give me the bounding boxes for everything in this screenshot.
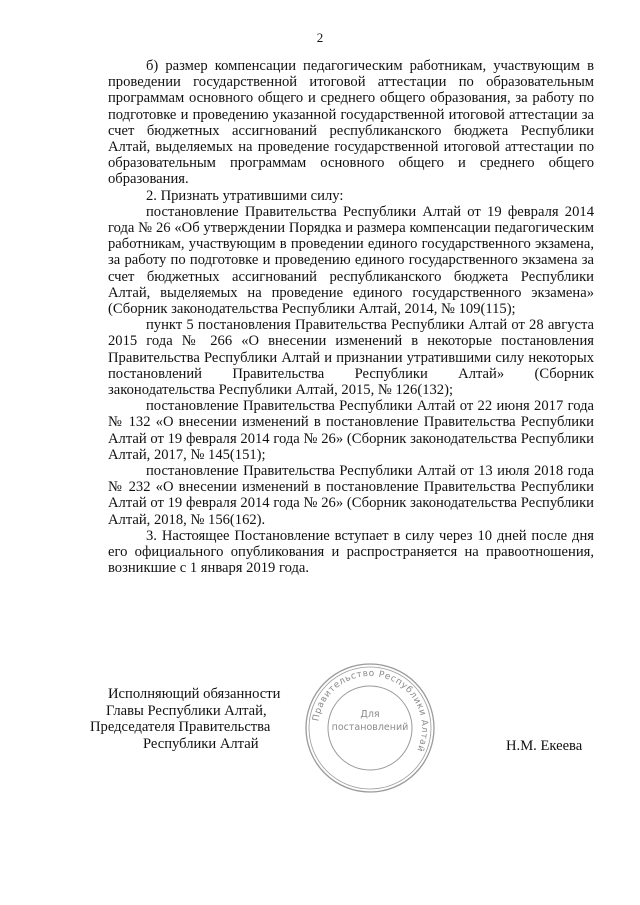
paragraph-repeal-item-2: пункт 5 постановления Правительства Республики Алтай от 28 августа 2015 года № 266 «О внесении изменений в некоторые постановления Правительства Республики Алтай и признании утратившими силу некоторых постановлений Правительства Республики Алтай» (Сборник законодательства Республики Алтай, 2015, № 126(132); xyxy=(108,317,594,399)
signer-name: Н.М. Екеева xyxy=(506,738,583,754)
paragraph-repeal-item-1: постановление Правительства Республики Алтай от 19 февраля 2014 года № 26 «Об утверждении Порядка и размера компенсации педагогическим работникам, участвующим в проведении единого государственного экзамена, за работу по подготовке и проведению единого государственного экзамена за счет бюджетных ассигнований республиканского бюджета Республики Алтай, выделяемых на проведение единого государственного экзамена» (Сборник законодательства Республики Алтай, 2014, № 109(115); xyxy=(108,203,594,318)
signatory-title-line: Председателя Правительства xyxy=(90,719,271,736)
signatory-title-line: Главы Республики Алтай, xyxy=(106,702,267,719)
signatory-title-line: Республики Алтай xyxy=(143,735,259,752)
seal-center-text xyxy=(302,708,438,734)
seal-center-line: постановлений xyxy=(331,722,409,733)
signatory-title xyxy=(80,686,300,752)
paragraph-compensation-size: б) размер компенсации педагогическим работникам, участвующим в проведении государственной итоговой аттестации по образовательным программам основного общего и среднего общего образования, за работу по подготовке и проведению указанной государственной итоговой аттестации за счет бюджетных ассигнований республиканского бюджета Республики Алтай, выделяемых на проведение государственной итоговой аттестации по образовательным программам основного общего и среднего общего образования. xyxy=(108,58,594,188)
paragraph-entry-into-force: 3. Настоящее Постановление вступает в силу через 10 дней после дня его официального опубликования и распространяется на правоотношения, возникшие с 1 января 2019 года. xyxy=(108,527,594,577)
official-seal-stamp xyxy=(302,660,438,796)
seal-ring-text: Правительство Республики Алтай xyxy=(311,668,430,754)
paragraph-repeal-heading: 2. Признать утратившими силу: xyxy=(146,187,344,204)
paragraph-repeal-item-4: постановление Правительства Республики Алтай от 13 июля 2018 года № 232 «О внесении изменений в постановление Правительства Республики Алтай от 19 февраля 2014 года № 26» (Сборник законодательства Республики Алтай, 2018, № 156(162). xyxy=(108,463,594,528)
signatory-title-line: Исполняющий обязанности xyxy=(108,686,281,702)
seal-center-line: Для xyxy=(360,709,380,720)
paragraph-repeal-item-3: постановление Правительства Республики Алтай от 22 июня 2017 года № 132 «О внесении изменений в постановление Правительства Республики Алтай от 19 февраля 2014 года № 26» (Сборник законодательства Республики Алтай, 2017, № 145(151); xyxy=(108,398,594,463)
page-number: 2 xyxy=(316,30,324,45)
document-body xyxy=(108,58,594,577)
